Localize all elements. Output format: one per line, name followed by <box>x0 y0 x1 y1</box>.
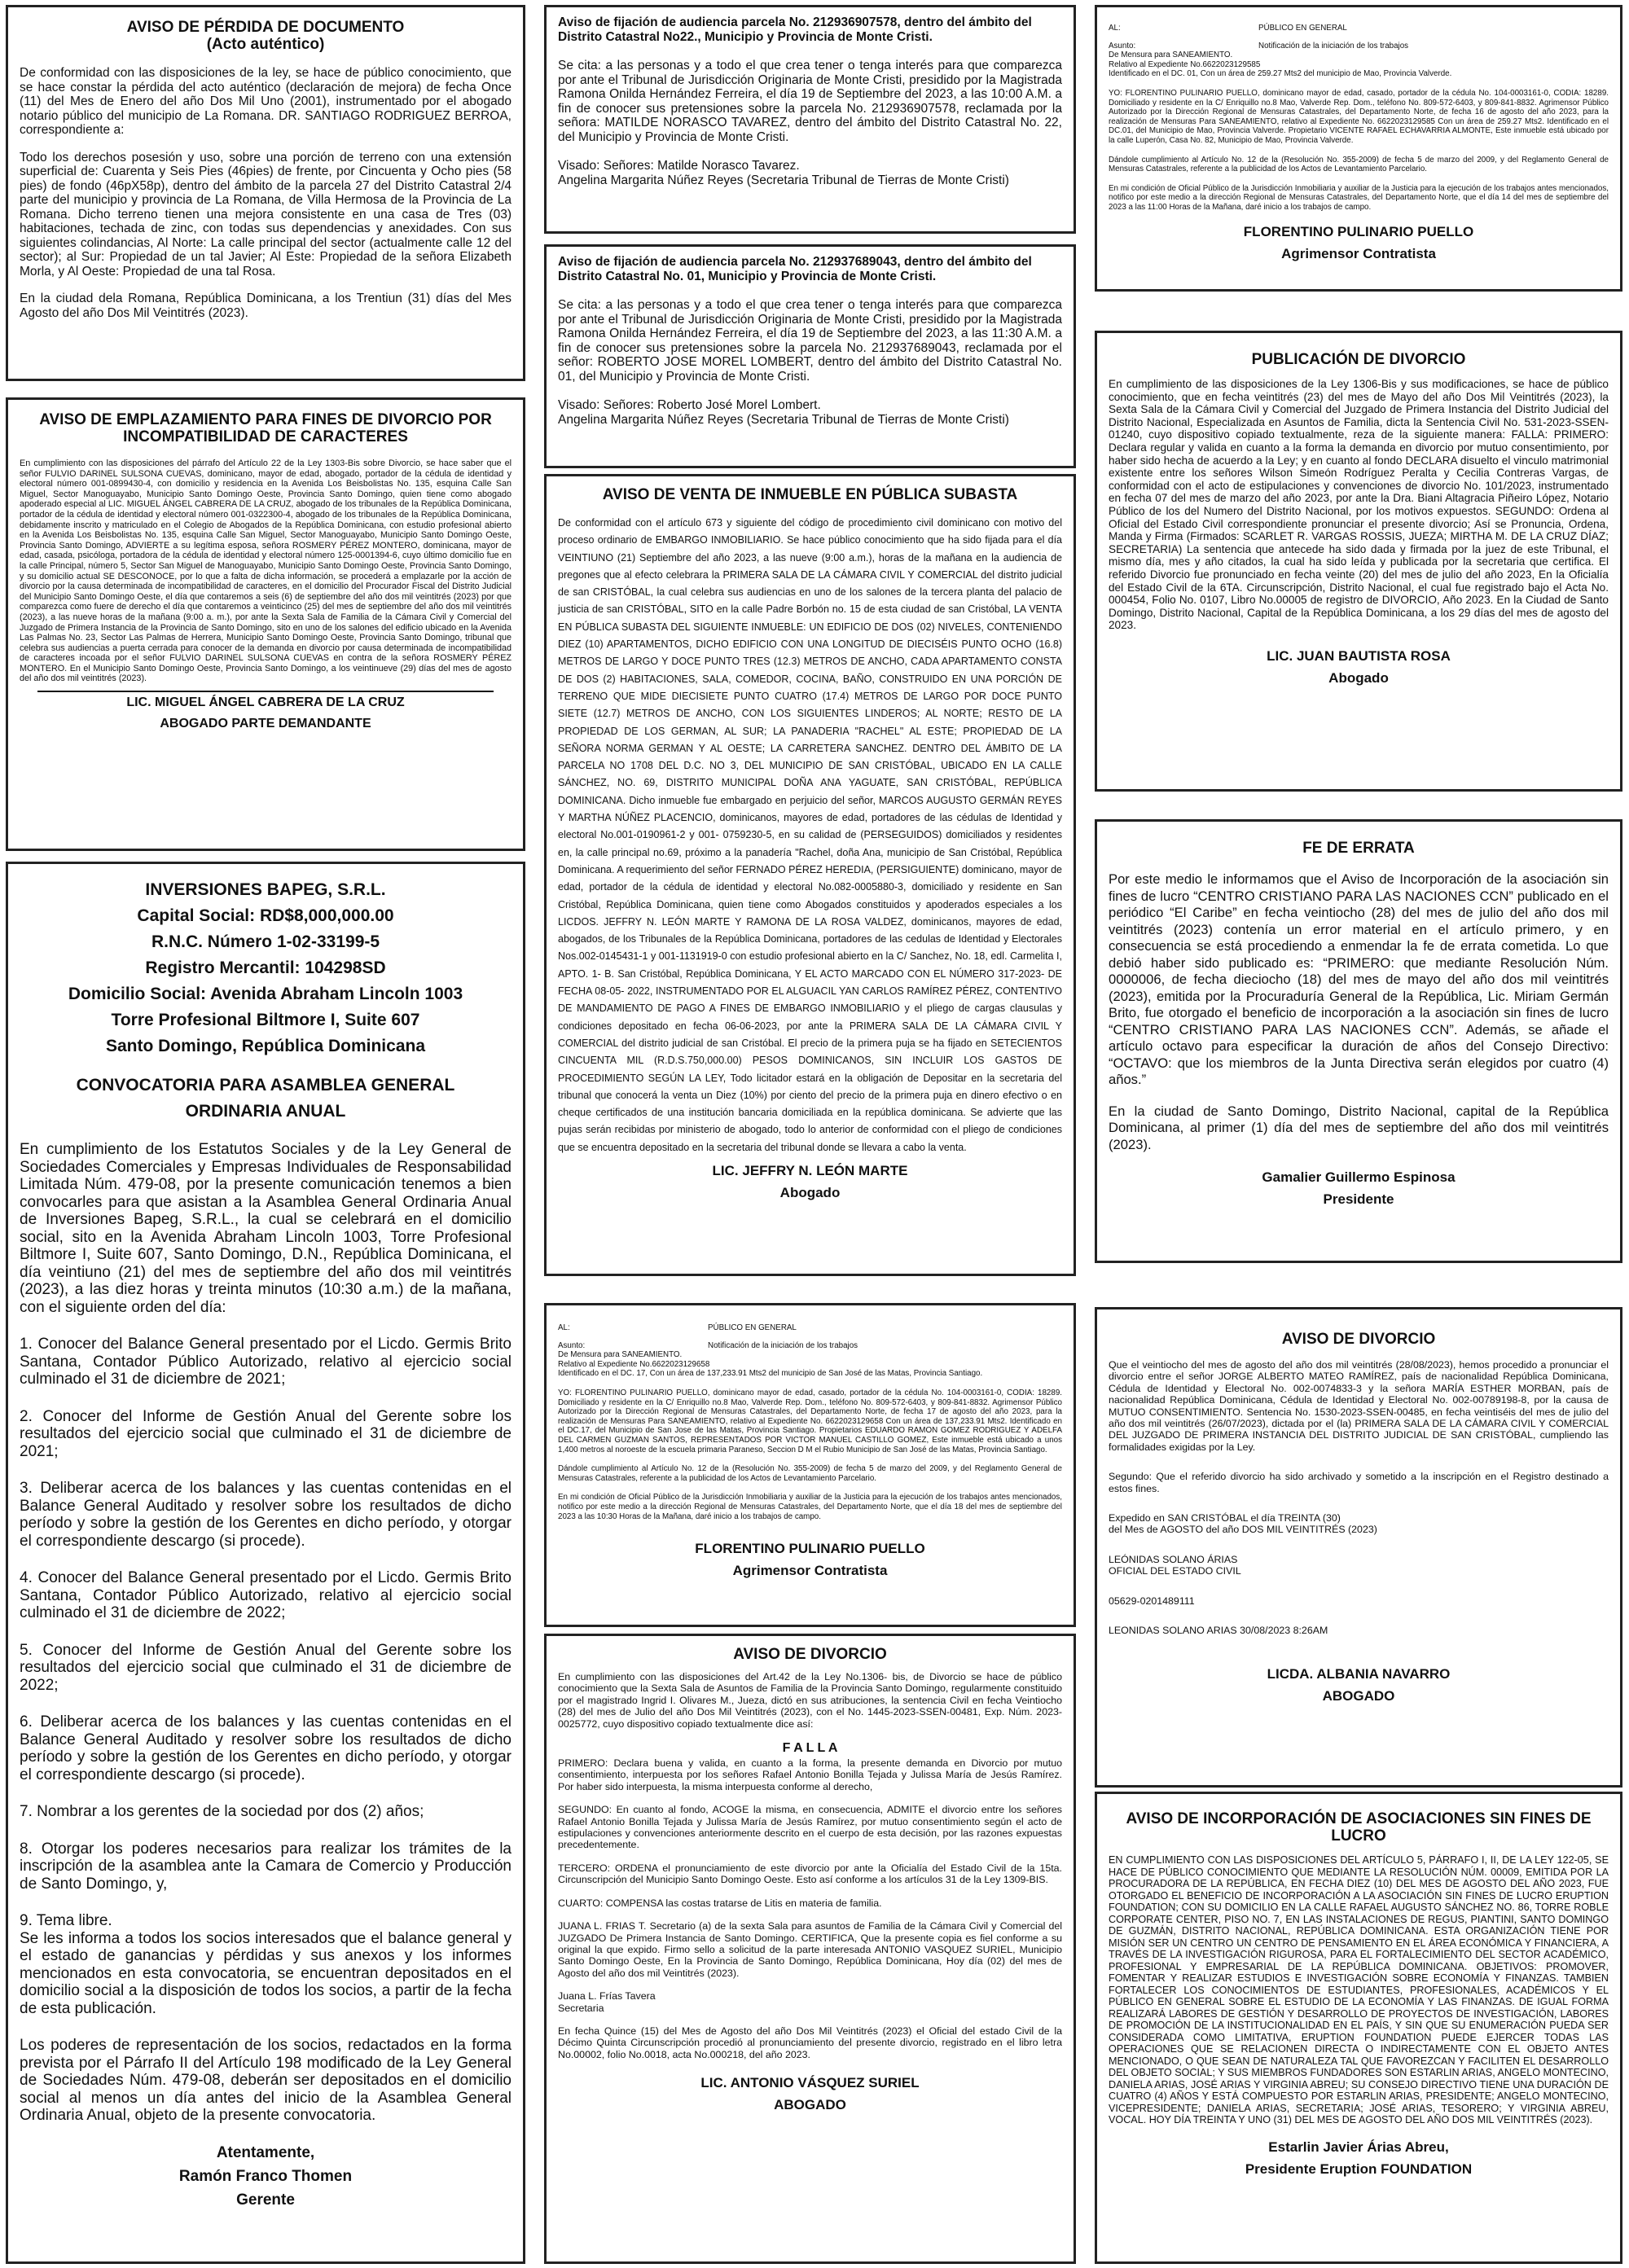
notice-paragraph: En mi condición de Oficial Público de la Jurisdicción Inmobiliaria y auxiliar de la Justicia para la ejecución de los trabajos antes mencionados, notifico por este medio a la dirección Regional de Mensuras Catastrales, del Departamento Norte, que el día 14 del mes de septiembre del 2023 a las 11:00 Horas de la Mañana, daré inicio a los trabajos de campo. <box>1109 183 1609 212</box>
signature-role: ABOGADO <box>1322 1687 1395 1704</box>
company-address: Domicilio Social: Avenida Abraham Lincoln 1003 <box>68 985 463 1003</box>
notice-paragraph: YO: FLORENTINO PULINARIO PUELLO, dominicano mayor de edad, casado, portador de la cédula No. 104-0003161-0, CODIA: 18289. Domiciliado y residente en la C/ Enriquillo no.8 Mao, Valverde Rep. Dom., teléfono No. 809-572-6403, y 809-841-8832. Agrimensor Público Autorizado por la Dirección Regional de Mensuras Catastrales, del Departamento Norte, de fecha 17 de agosto del año 2023, para la realización de Mensuras Para SANEAMIENTO, relativo al Expediente No. 6622023129658 Con un área de 137,233.91 Mts2. Identificado en el DC.17, del Municipio de San Jose de las Matas, Provincia Santiago. Propietarios EDUARDO RAMON GOMEZ RODRIGUEZ Y ADELFA DEL CARMEN GUZMAN SANTOS, REPRESENTADOS POR VICTOR MANUEL CASTILLO GOMEZ, Este inmueble está ubicado a unos 1,400 metros al noroeste de la escuela primaria Paraneso, Seccion D M el Rubio Municipio de San José de las Matas, Provincia Santiago. <box>558 1388 1062 1454</box>
signature-role: Gerente <box>236 2191 295 2209</box>
notice-paragraph: En cumplimiento con las disposiciones del Art.42 de la Ley No.1306- bis, de Divorcio se hace de público conocimiento que la Sexta Sala de Asuntos de Familia de la Provincia Santo Domingo, regularmente constituido por el magistrado Ingrid I. Olivares M., Jueza, dictó en sus atribuciones, la sentencia Civil en fecha Veintiocho (28) del mes de Julio del año Dos Mil Veintitrés (2023), con el No. 1445-2023-SSEN-00481, Exp. Núm. 2023-0025772, cuyo dispositivo copiado textualmente dice así: <box>558 1671 1062 1730</box>
signature-role: Abogado <box>779 1184 841 1200</box>
agenda-item: 5. Conocer del Informe de Gestión Anual del Gerente sobre los resultados del ejercicio social que culminado el 31 de diciembre de 2022; <box>20 1641 512 1694</box>
notice-divorce-sexta-sala <box>544 1634 1076 2264</box>
company-capital: Capital Social: RD$8,000,000.00 <box>137 906 394 925</box>
notice-visado: Visado: Señores: Matilde Norasco Tavarez. Angelina Margarita Núñez Reyes (Secretaria Tribunal de Tierras de Monte Cristi) <box>558 159 1009 187</box>
notice-lines: De Mensura para SANEAMIENTO. Relativo al Expediente No.6622023129585 Identificado en el DC. 01, Con un área de 259.27 Mts2 del municipio de Mao, Provincia Valverde. <box>1109 50 1452 79</box>
signature-role: Presidente <box>1323 1191 1394 1207</box>
agenda-item: 7. Nombrar a los gerentes de la sociedad por dos (2) años; <box>20 1803 424 1820</box>
notice-body: En cumplimiento con las disposiciones del párrafo del Artículo 22 de la Ley 1303-Bis sobre Divorcio, se hace saber que el señor FULVIO DARINEL SULSONA CUEVAS, dominicano, mayor de edad, abogado, portador de la cédula de identidad y electoral número 001-0899430-4, con domicilio y residencia en la Avenida Los Beisbolistas No. 135, esquina Calle San Miguel, Sector Manoguayabo, Municipio Santo Domingo Oeste, Provincia Santo Domingo, quien tiene como abogado apoderado especial al LIC. MIGUEL ÁNGEL CABRERA DE LA CRUZ, abogado de los tribunales de la República Dominicana, portador de la cédula de identidad y electoral número 001-0322300-4, abogado de los tribunales de la República Dominicana, debidamente inscrito y matriculado en el Colegio de Abogados de la República Dominicana, con estudio profesional abierto en la Avenida Los Beisbolistas No. 135, esquina Calle San Miguel, Sector Manoguayabo, Municipio Santo Domingo Oeste, Provincia Santo Domingo, ADVIERTE a su legítima esposa, señora ROSMERY PÉREZ MONTERO, dominicana, mayor de edad, casada, psicóloga, portadora de la cédula de identidad y electoral número 125-0001394-6, cuyo último domicilio fue en la calle Principal, número 5, Sector San Miguel de Manoguayabo, Municipio Santo Domingo Oeste, Provincia Santo Domingo, y su domicilio actual SE DESCONOCE, por lo que a falta de dicha información, se procederá a emplazarle por la acción de divorcio por la causa determinada de incompatibilidad de caracteres, en el domicilio del Procurador Fiscal del Distrito Judicial del Municipio Santo Domingo Oeste, el día que contaremos a seis (6) de septiembre del año dos mil veintitrés (2023) por que comparezca como fuere de derecho el día que contaremos a veinticinco (25) del mes de septiembre del año dos mil veintitrés (2023), a las nueve horas de la mañana (9:00 a. m.), por ante la Sexta Sala de Familia de la Cámara Civil y Comercial del Juzgado de Primera Instancia de la Provincia de Santo Domingo, sito en uno de los salones del edificio ubicado en la Avenida Las Palmas No. 23, Sector Las Palmas de Herrera, Municipio Santo Domingo Oeste, Provincia Santo Domingo, tribunal que celebra sus audiencias a puerta cerrada para conocer de la demanda en divorcio por causa determinada de incompatibilidad de caracteres incoada por el señor FULVIO DARINEL SULSONA CUEVAS en contra de la señora ROSMERY PÉREZ MONTERO. En el Municipio Santo Domingo Oeste, Provincia Santo Domingo, a los veintinueve (29) días del mes de agosto del año dos mil veintitrés (2023). <box>20 458 512 684</box>
convocation-intro: En cumplimiento de los Estatutos Sociales y de la Ley General de Sociedades Comerciales y Empresas Individuales de Responsabilidad Limitada Núm. 479-08, por la presente comunicación tenemos a bien convocarles para que asistan a la Asamblea General Ordinaria Anual de Inversiones Bapeg, S.R.L., la cual se celebrará en el domicilio social, sito en la Avenida Abraham Lincoln 1003, Torre Profesional Biltmore I, Suite 607, Santo Domingo, D.N., República Dominicana, el día veintiuno (21) del mes de septiembre del año dos mil veintitrés (2023), a las diez horas y treinta minutos (10:30 a.m.) de la mañana, con el siguiente orden del día: <box>20 1141 512 1316</box>
notice-body: En cumplimiento de las disposiciones de la Ley 1306-Bis y sus modificaciones, se hace de público conocimiento, que en fecha veintitrés (23) del mes de Mayo del año Dos Mil Veintitrés (2023), la Sexta Sala de la Cámara Civil y Comercial del Juzgado de Primera Instancia del Distrito Judicial del Distrito Nacional, Especializada en Asuntos de Familia, dicta la Sentencia Civil No. 531-2023-SSEN-01240, cuyo dispositivo copiado textualmente, reza de la siguiente manera: FALLA: PRIMERO: Declara regular y valida en cuanto a la forma la demanda en divorcio por mutuo consentimiento, por haber sido hecha de acuerdo a la Ley; y en cuanto al fondo DECLARA disuelto el vinculo matrimonial existente entre los señores Wilson Simeón Rodríguez Peralta y Cecilia Contreras Vargas, de conformidad con el acto de estipulaciones y convenciones de divorcio No. 101/2023, instrumentado en fecha 07 del mes de marzo del año 2023, por ante la Dra. Biani Altagracia Piñeiro López, Notario Público de los del Numero del Distrito Nacional, por los motivos expuestos. SEGUNDO: Ordena al Oficial del Estado Civil correspondiente pronunciar el presente divorcio; Así se Pronuncia, Ordena, Manda y Firma (Firmados: SCARLET R. VARGAS ROSSIS, JUEZA; MIRTHA M. DE LA CRUZ DÍAZ; SECRETARIA) La sentencia que antecede ha sido dada y firmada por la juez de este Tribunal, el mismo día, mes y año citados, la cual ha sido leída y publicada por la secretaria que certifica. El referido Divorcio fue pronunciado en fecha veinte (20) del mes de julio del año 2023, En la Oficialía del Estado Civil de la 6TA. Circunscripción, Distrito Nacional, el cual fue registrado bajo el Acta No. 000454, Folio No. 0107, Libro No.00005 de registro de DIVORCIO, Año 2023. En la Ciudad de Santo Domingo, Distrito Nacional, Capital de la República Dominicana, a los 29 días del mes de agosto del 2023. <box>1109 378 1609 632</box>
signature-role: Presidente Eruption FOUNDATION <box>1245 2161 1473 2177</box>
notice-paragraph: Se cita: a las personas y a todo el que crea tener o tenga interés para que comparezca por ante el Tribunal de Jurisdicción Originaria de Monte Cristi, presidido por la Magistrada Ramona Onilda Hernández Ferreira, el día 19 de Septiembre del 2023, a las 10:00 A.M. a fin de conocer sus pretensiones sobre la parcela No. 212936907578, reclamada por la señora: MATILDE NORASCO TAVAREZ, dentro del ámbito del Distrito Catastral No. 22, del Municipio y Provincia de Monte Cristi. <box>558 59 1062 144</box>
agenda-item: 1. Conocer del Balance General presentado por el Licdo. Germis Brito Santana, Contador Público Autorizado, relativo al ejercicio social culminado el 31 de diciembre de 2021; <box>20 1336 512 1388</box>
field-label: Asunto: <box>558 1340 586 1350</box>
field-value: PÚBLICO EN GENERAL <box>1258 24 1347 33</box>
signature-name: Ramón Franco Thomen <box>178 2167 353 2185</box>
agenda-item: 9. Tema libre. <box>20 1912 112 1929</box>
notice-survey-work-2 <box>1095 5 1622 292</box>
signature-line <box>37 691 494 692</box>
notice-errata <box>1095 819 1622 1263</box>
notice-lost-document <box>6 5 525 381</box>
company-rnc: R.N.C. Número 1-02-33199-5 <box>151 932 380 951</box>
notice-public-auction <box>544 474 1076 1276</box>
notice-code: 05629-0201489111 <box>1109 1595 1195 1607</box>
notice-body: EN CUMPLIMIENTO CON LAS DISPOSICIONES DEL ARTÍCULO 5, PÁRRAFO I, II, DE LA LEY 122-05, SE HACE DE PÚBLICO CONOCIMIENTO QUE MEDIANTE LA RESOLUCIÓN NÚM. 00009, EMITIDA POR LA PROCURADORA DE LA REPÚBLICA, EN FECHA DIEZ (10) DEL MES DE AGOSTO DEL AÑO 2023, FUE OTORGADO EL BENEFICIO DE INCORPORACIÓN A LA ASOCIACIÓN SIN FINES DE LUCRO ERUPTION FOUNDATION; CON SU DOMICILIO EN LA CALLE RAFAEL AUGUSTO SÁNCHEZ NO. 86, TORRE ROBLE CORPORATE CENTER, PISO NO. 7, EN LAS INSTALACIONES DE REGUS, PIANTINI, SANTO DOMINGO DE GUZMÁN, DISTRITO NACIONAL, REPÚBLICA DOMINICANA. ESTA ORGANIZACIÓN TIENE POR MISIÓN SER UN CENTRO UN CENTRO DE PENSAMIENTO EN EL ÁREA ECONÓMICA Y FINANCIERA, A TRAVÉS DE LA INVESTIGACIÓN RIGUROSA, PARA EL FORTALECIMIENTO DEL SECTOR ACADÉMICO, PROFESIONAL Y EMPRESARIAL DE LA REPÚBLICA DOMINICANA. OBJETIVOS: PROMOVER, FOMENTAR Y REALIZAR ESTUDIOS E INVESTIGACIÓN SOBRE ECONOMÍA Y FINANZAS. TAMBIEN FORTALECER LOS CONOCIMIENTOS DE ESTUDIANTES, PROFESIONALES, ACADÉMICOS Y EL PÚBLICO EN GENERAL SOBRE EL ESTUDIO DE LA ECONOMÍA Y LAS FINANZAS. DE IGUAL FORMA REALIZARÁ LABORES DE GESTIÓN Y DESARROLLO DE PROYECTOS DE INVESTIGACIÓN, LABORES DE PROMOCIÓN DE LA INSTITUCIONALIDAD EN EL PAÍS, Y SIN QUE SU ENUMERACIÓN PUEDA SER CONSIDERADA COMO LIMITATIVA, ERUPTION FOUNDATION PUEDE EJERCER TODAS LAS OPERACIONES QUE SE RELACIONEN DIRECTA O INDIRECTAMENTE CON EL OBJETO ANTES MENCIONADO, O QUE SEAN DE NATURALEZA TAL QUE FAVOREZCAN Y FACILITEN EL DESARROLLO DEL OBJETO SOCIAL; Y SUS MIEMBROS FUNDADORES SON ESTARLIN ARIAS, ANGELO MONTECINO, DANIELA ARIAS, JOSÉ ARIAS Y VIRGINIA ABREU; SU CONSEJO DIRECTIVO TIENE UNA DURACIÓN DE CUATRO (4) AÑOS Y ESTÁ COMPUESTO POR ESTARLIN ARIAS, PRESIDENTE; ANGELO MONTECINO, VICEPRESIDENTE; DANIELA ARIAS, SECRETARIA; JOSÉ ARIAS, TESORERO; Y VIRGINIA ABREU, VOCAL. HOY DÍA TREINTA Y UNO (31) DEL MES DE AGOSTO DEL AÑO DOS MIL VEINTITRÉS (2023). <box>1109 1854 1609 2125</box>
notice-title: AVISO DE DIVORCIO <box>1281 1331 1436 1348</box>
falla-heading: F A L L A <box>782 1741 838 1756</box>
notice-paragraph: Dándole cumplimiento al Artículo No. 12 de la (Resolución No. 355-2009) de fecha 5 de marzo del 2009, y del Reglamento General de Mensuras Catastrales, referente a la publicidad de los Actos de Levantamiento Parcelario. <box>1109 155 1609 174</box>
notice-title: AVISO DE PÉRDIDA DE DOCUMENTO <box>126 19 405 36</box>
signature-name: FLORENTINO PULINARIO PUELLO <box>1243 223 1474 239</box>
convocation-info: Se les informa a todos los socios interesados que el balance general y el estado de ganancias y pérdidas y sus anexos y los informes mencionados en esta convocatoria, se encuentran depositados en el domicilio social a la disposición de todos los socios, a partir de la fecha de esta publicación. <box>20 1929 512 2017</box>
agenda-item: 4. Conocer del Balance General presentado por el Licdo. Germis Brito Santana, Contador Público Autorizado, relativo al ejercicio social culminado el 31 de diciembre de 2022; <box>20 1569 512 1621</box>
notice-paragraph: SEGUNDO: En cuanto al fondo, ACOGE la misma, en consecuencia, ADMITE el divorcio entre los señores Rafael Antonio Bonilla Tejada y Julissa María de Jesús Ramírez, por mutuo consentimiento según el acto de estipulaciones y convenciones anteriormente descrito en el cuerpo de esta decisión, por las razones expuestas precedentemente. <box>558 1804 1062 1851</box>
signature-role: Agrimensor Contratista <box>1281 245 1436 261</box>
notice-paragraph: En fecha Quince (15) del Mes de Agosto del año Dos Mil Veintitrés (2023) el Oficial del estado Civil de la Décimo Quinta Circunscripción procedió al pronunciamiento del presente divorcio, registrado en el libro letra No.00002, folio No.0018, acta No.000218, del año 2023. <box>558 2025 1062 2060</box>
notice-subtitle: (Acto auténtico) <box>206 36 325 53</box>
signature-role: ABOGADO <box>774 2097 846 2113</box>
notice-paragraph: Dándole cumplimiento al Artículo No. 12 de la (Resolución No. 355-2009) de fecha 5 de marzo del 2009, y del Reglamento General de Mensuras Catastrales, referente a la publicidad de los Actos de Levantamiento Parcelario. <box>558 1464 1062 1483</box>
signature-name: LICDA. ALBANIA NAVARRO <box>1267 1665 1451 1682</box>
notice-title: PUBLICACIÓN DE DIVORCIO <box>1251 351 1466 368</box>
notice-paragraph: CUARTO: COMPENSA las costas tratarse de Litis en materia de familia. <box>558 1897 882 1909</box>
notice-paragraph: YO: FLORENTINO PULINARIO PUELLO, dominicano mayor de edad, casado, portador de la cédula No. 104-0003161-0, CODIA: 18289. Domiciliado y residente en la C/ Enriquillo no.8 Mao, Valverde Rep. Dom., teléfono No. 809-572-6403, y 809-841-8832. Agrimensor Público Autorizado por la Dirección Regional de Mensuras Catastrales, del Departamento Norte, de fecha 16 de agosto del año 2023, para la realización de Mensuras Para SANEAMIENTO, relativo al Expediente No. 6622023129585 Con un área de 259.27 Mts2. Identificado en el DC.01, del Municipio de Mao, Provincia Valverde. Propietario VICENTE RAFAEL ECHAVARRIA ALMONTE, Este inmueble está ubicado por la calle Luperón, Casa No. 82, Municipio de Mao, Provincia Valverde. <box>1109 88 1609 145</box>
notice-paragraph: Todo los derechos posesión y uso, sobre una porción de terreno con una extensión superficial de: Cuarenta y Seis Pies (46pies) de frente, por Cincuenta y Ocho pies (58 pies) de fondo (46pX58p), dentro del ámbito de la parcela 27 del Distrito Catastral 2/4 parte del municipio y provincia de La Romana, de Villa Hermosa de la Provincia de La Romana. Dicho terreno tienen una mejora consistente en una casa de Tres (03) habitaciones, techada de zinc, con todas sus dependencias y anexidades. Con sus siguientes colindancias, Al Norte: La calle principal del sector (actualmente calle 12 del sector); al Sur: Propiedad de un tal Javier; Al Este: Propiedad de la señora Elizabeth Morla, y Al Oeste: Propiedad de una tal Rosa. <box>20 150 512 279</box>
notice-paragraph: En la ciudad dela Romana, República Dominicana, a los Trentiun (31) días del Mes Agosto del año Dos Mil Veintitrés (2023). <box>20 292 512 320</box>
notice-title: Aviso de fijación de audiencia parcela No. 212937689043, dentro del ámbito del Distrito Catastral No. 01, Municipio y Provincia de Monte Cristi. <box>558 255 1032 283</box>
notice-title: AVISO DE DIVORCIO <box>733 1646 887 1663</box>
signature-name: Gamalier Guillermo Espinosa <box>1262 1169 1456 1185</box>
notice-title: AVISO DE INCORPORACIÓN DE ASOCIACIONES SIN FINES DE LUCRO <box>1126 1810 1592 1845</box>
notice-officer: LEÓNIDAS SOLANO ÁRIAS OFICIAL DEL ESTADO CIVIL <box>1109 1553 1241 1577</box>
notice-divorce-san-cristobal <box>1095 1307 1622 1788</box>
notice-paragraph: En la ciudad de Santo Domingo, Distrito Nacional, capital de la República Dominicana, al primer (1) día del mes de septiembre del año dos mil veintitrés (2023). <box>1109 1103 1609 1152</box>
agenda-item: 8. Otorgar los poderes necesarios para realizar los trámites de la inscripción de la asamblea ante la Camara de Comercio y Producción de Santo Domingo, y, <box>20 1840 512 1893</box>
notice-paragraph: Que el veintiocho del mes de agosto del año dos mil veintitrés (28/08/2023), hemos procedido a pronunciar el divorcio entre el señor JORGE ALBERTO MATEO RAMÍREZ, país de nacionalidad República Dominicana, Cédula de Identidad y Electoral No. 002-0074833-3 y la señora MARÍA ESTHER MORBAN, país de nacionalidad República Dominicana, Cédula de Identidad y Electoral No. 002-00789198-8, por la causa de MUTUO CONSENTIMIENTO. Sentencia No. 1530-2023-SSEN-00485, en fecha veintiséis del mes de julio del año dos mil veintitrés (26/07/2023), dictada por el (la) PRIMERA SALA DE LA CÁMARA CIVIL Y COMERCIAL DEL JUZGADO DE PRIMERA INSTANCIA DEL DISTRITO JUDICIAL DE SAN CRISTÓBAL, cumpliendo las formalidades exigidas por la Ley. <box>1109 1359 1609 1453</box>
notice-divorce-summons <box>6 397 525 851</box>
notice-paragraph: JUANA L. FRIAS T. Secretario (a) de la sexta Sala para asuntos de Familia de la Cámara Civil y Comercial del JUZGADO De Primera Instancia de Santo Domingo. CERTIFICA, Que la presente copia es fiel conforme a su original la que expido. Firmo sello a solicitud de la parte interesada ANTONIO VASQUEZ SURIEL, Municipio Santo Domingo Oeste, En la Provincia de Santo Domingo, República Dominicana, Hoy día (02) del mes de Agosto del año dos mil Veintitrés (2023). <box>558 1920 1062 1979</box>
notice-nonprofit-incorporation <box>1095 1792 1622 2264</box>
notice-body: De conformidad con el artículo 673 y siguiente del código de procedimiento civil dominicano con motivo del proceso ordinario de EMBARGO INMOBILIARIO. Se hace público conocimiento que ha sido fijada para el día VEINTIUNO (21) Septiembre del año 2023, a las nueve (9:00 a.m.), horas de la mañana en la audiencia de pregones que al efecto celebrara la PRIMERA SALA DE LA CÁMARA CIVIL Y COMERCIAL del distrito judicial de san CRISTÓBAL, la cual celebra sus audiencias en uno de los salones de la tercera planta del palacio de justicia de san CRISTÓBAL, SITO en la calle Padre Borbón no. 15 de esta ciudad de san Cristóbal, LA VENTA EN PÚBLICA SUBASTA DEL SIGUIENTE INMUEBLE: UN EDIFICIO DE DOS (02) NIVELES, CONTENIENDO DIEZ (10) APARTAMENTOS, DICHO EDIFICIO CON UNA LONGITUD DE DIECISÉIS PUNTO OCHO (16.8) METROS DE LARGO Y DOCE PUNTO TRES (12.3) METROS DE ANCHO, CADA APARTAMENTO CONSTA DE DOS (2) HABITACIONES, SALA, COMEDOR, COCINA, BAÑO, CONSTRUIDO EN UNA PORCIÓN DE TERRENO QUE MIDE DIECISIETE PUNTO CUATRO (17.4) METROS DE LARGO POR DOCE PUNTO SIETE (12.7) METROS DE ANCHO, CON LOS SIGUIENTES LINDEROS; AL NORTE; RESTO DE LA PROPIEDAD DE LOS GERMAN, AL SUR; LA PANADERIA "RACHEL" AL ESTE; PROPIEDAD DE LA SEÑORA NORMA GERMAN Y AL OESTE; LA CARRETERA SANCHEZ. DENTRO DEL ÁMBITO DE LA PARCELA NO 1708 DEL D.C. NO 3, DEL MUNICIPIO DE SAN CRISTÓBAL, UBICADO EN LA CALLE SÁNCHEZ, NO. 69, DISTRITO MUNICIPAL DOÑA ANA YAGUATE, SAN CRISTÓBAL, REPÚBLICA DOMINICANA. Dicho inmueble fue embargado en perjuicio del señor, MARCOS AUGUSTO GERMÁN REYES Y MARTHA NÚÑEZ PLACENCIO, dominicanos, mayores de edad, portadores de las cédulas de Identidad y electoral No.001-0190961-2 y 001- 0759230-5, en su calidad de (PERSEGUIDOS) domiciliados y residentes en, la calle principal no.69, próximo a la panadería "Rachel, doña Ana, municipio de San Cristóbal, República Dominicana. A requerimiento del señor FERNADO PÉREZ HEREDIA, (PERSIGUIENTE) dominicano, mayor de edad, portador de la cédula de identidad y electoral No.082-0005880-3, domiciliado y residente en San Cristóbal, República Dominicana, quien tiene como Abogados constituidos y apoderados especiales a los LICDOS. JEFFRY N. LEÓN MARTE Y RAMONA DE LA ROSA VALDEZ, dominicanos, mayores de edad, abogados, de los Tribunales de la República Dominicana, portadores de las cedulas de Identidad y Electorales Nos.002-0145431-1 y 001-1131919-0 con estudio profesional abierto en la C/ Sanchez, No. 18, edl. Carmelita I, APTO. 1- B. San Cristóbal, República Dominicana, Y EL ACTO MARCADO CON EL NÚMERO 317-2023- DE FECHA 08-05- 2022, INSTRUMENTADO POR EL ALGUACIL YAN CARLOS RAMÍREZ PÉREZ, CONTENTIVO DE MANDAMIENTO DE PAGO A FINES DE EMBARGO INMOBILIARIO y el pliego de cargas clausulas y condiciones depositado en fecha 06-06-2023, por ante la PRIMERA SALA DE LA CÁMARA CIVIL Y COMERCIAL del distrito judicial de san Cristóbal. El precio de la primera puja se ha fijado en SETECIENTOS CINCUENTA MIL (R.D.S.750,000.00) PESOS DOMINICANOS, SIN INCLUIR LOS GASTOS DE PROCEDIMIENTO SEGÚN LA LEY, Todo licitador estará en la obligación de Depositar en la secretaria del tribunal que conocerá la venta un Diez (10%) por ciento del precio de la primera puja en dinero efectivo o en cheque certificados de una institución bancaria domiciliada en la república dominicana. Se advierte que las pujas serán recibidas por ministerio de abogado, todo lo anterior de conformidad con el pliego de condiciones que se encuentra depositado en la secretaria del tribunal donde se llevara a cabo la venta. <box>558 517 1062 1153</box>
field-label: Asunto: <box>1109 41 1136 50</box>
signature-role: Agrimensor Contratista <box>732 1563 888 1579</box>
notice-paragraph: Se cita: a las personas y a todo el que crea tener o tenga interés para que comparezca por ante el Tribunal de Jurisdicción Originaria de Monte Cristi, presidido por la Magistrada Ramona Onilda Hernández Ferreira, el día 19 de Septiembre del 2023, a las 11:30 A.M. a fin de conocer sus pretensiones sobre la parcela No. 212937689043, reclamada por el señor: ROBERTO JOSE MOREL LOMBERT, dentro del ámbito del Distrito Catastral No. 01, del Municipio y Provincia de Monte Cristi. <box>558 298 1062 384</box>
notice-paragraph: De conformidad con las disposiciones de la ley, se hace de público conocimiento, que se hace constar la pérdida del acto auténtico (declaración de mejora) de fecha Once (11) del Mes de Enero del año Dos Mil Uno (2001), instrumentado por el abogado notario público del municipio de La Romana. DR. SANTIAGO RODRIGUEZ BERROA, correspondiente a: <box>20 66 512 137</box>
convocation-proxies: Los poderes de representación de los socios, redactados en la forma prevista por el Párrafo II del Artículo 198 modificado de la Ley General de Sociedades Núm. 479-08, deberán ser depositados en el domicilio social al menos un día antes del inicio de la Asamblea General Ordinaria Anual, objeto de la presente convocatoria. <box>20 2037 512 2124</box>
agenda-item: 3. Deliberar acerca de los balances y las cuentas contenidas en el Balance General Auditado y resolver sobre los resultados de dicho período y sobre la gestión de los Gerentes en dicho período, y otorgar el correspondiente descargo (si procede). <box>20 1480 512 1550</box>
notice-assembly-convocation <box>6 862 525 2264</box>
company-address: Santo Domingo, República Dominicana <box>105 1037 426 1055</box>
convocation-title: ORDINARIA ANUAL <box>185 1102 346 1121</box>
notice-survey-work-1 <box>544 1303 1076 1627</box>
notice-visado: Visado: Señores: Roberto José Morel Lombert. Angelina Margarita Núñez Reyes (Secretaria Tribunal de Tierras de Monte Cristi) <box>558 398 1009 427</box>
notice-title: Aviso de fijación de audiencia parcela No. 212936907578, dentro del ámbito del Distrito Catastral No22., Municipio y Provincia de Monte Cristi. <box>558 15 1032 44</box>
notice-title: FE DE ERRATA <box>1302 840 1415 857</box>
agenda-item: 2. Conocer del Informe de Gestión Anual del Gerente sobre los resultados del ejercicio social que culminado el 31 de diciembre de 2021; <box>20 1407 512 1460</box>
field-value: Notificación de la iniciación de los trabajos <box>1258 41 1409 50</box>
company-registry: Registro Mercantil: 104298SD <box>145 959 386 977</box>
notice-divorce-publication <box>1095 331 1622 792</box>
signature-name: Estarlin Javier Árias Abreu, <box>1268 2139 1449 2155</box>
signature-name: LIC. JEFFRY N. LEÓN MARTE <box>712 1162 908 1178</box>
field-value: Notificación de la iniciación de los trabajos <box>708 1340 858 1350</box>
notice-hearing-parcel-2 <box>544 244 1076 468</box>
notice-title: AVISO DE EMPLAZAMIENTO PARA FINES DE DIVORCIO POR INCOMPATIBILIDAD DE CARACTERES <box>39 411 492 445</box>
notice-lines: De Mensura para SANEAMIENTO. Relativo al Expediente No.6622023129658 Identificado en el DC. 17, Con un área de 137,233.91 Mts2 del municipio de San José de las Matas, Provincia Santiago. <box>558 1350 983 1379</box>
notice-secretary: Juana L. Frías Tavera Secretaria <box>558 1990 656 2014</box>
field-label: AL: <box>558 1323 570 1332</box>
signature-name: LIC. MIGUEL ÁNGEL CABRERA DE LA CRUZ <box>126 695 405 710</box>
notice-paragraph: Por este medio le informamos que el Aviso de Incorporación de la asociación sin fines de lucro “CENTRO CRISTIANO PARA LAS NACIONES CCN” publicado en el periódico “El Caribe” en fecha veintiocho (28) del mes de julio del año dos mil veintitrés (2023) contenía un error material en el artículo primero, y en consecuencia se está procediendo a enmendar la fe de errata cometida. Lo que debió haber sido publicado es: “PRIMERO: que mediante Resolución Núm. 0000006, de fecha dieciocho (18) del mes de mayo del año dos mil veintitrés (2023), emitida por la Procuraduría General de la República, Lic. Miriam Germán Brito, fue otorgado el beneficio de incorporación a la asociación sin fines de lucro “CENTRO CRISTIANO PARA LAS NACIONES CCN”. Además, se añade el artículo octavo para especificar la duración de años del Consejo Directivo: “OCTAVO: que los miembros de la Junta Directiva serán elegidos por cuatro (4) años.” <box>1109 871 1609 1087</box>
signature-role: ABOGADO PARTE DEMANDANTE <box>160 717 371 731</box>
notice-paragraph: Segundo: Que el referido divorcio ha sido archivado y sometido a la inscripción en el Registro destinado a estos fines. <box>1109 1471 1609 1494</box>
signature-name: FLORENTINO PULINARIO PUELLO <box>695 1541 925 1557</box>
field-value: PÚBLICO EN GENERAL <box>708 1323 797 1332</box>
signature-name: LIC. JUAN BAUTISTA ROSA <box>1267 647 1451 664</box>
signature-closing: Atentamente, <box>216 2143 315 2161</box>
agenda-item: 6. Deliberar acerca de los balances y las cuentas contenidas en el Balance General Auditado y resolver sobre los resultados de dicho período y sobre la gestión de los Gerentes en dicho período, y otorgar el correspondiente descargo (si procede). <box>20 1713 512 1783</box>
notice-title: AVISO DE VENTA DE INMUEBLE EN PÚBLICA SUBASTA <box>602 486 1018 503</box>
notice-issued: Expedido en SAN CRISTÓBAL el día TREINTA (30) del Mes de AGOSTO del año DOS MIL VEINTITRÉS (2023) <box>1109 1512 1377 1536</box>
notice-hearing-parcel-1 <box>544 5 1076 234</box>
notice-stamp: LEONIDAS SOLANO ARIAS 30/08/2023 8:26AM <box>1109 1625 1328 1637</box>
company-name: INVERSIONES BAPEG, S.R.L. <box>145 880 386 899</box>
signature-role: Abogado <box>1328 669 1389 686</box>
notice-paragraph: PRIMERO: Declara buena y valida, en cuanto a la forma, la presente demanda en Divorcio por mutuo consentimiento, interpuesta por los señores Rafael Antonio Bonilla Tejada y Julissa María de Jesús Ramírez. Por haber sido interpuesta, la misma interpuesta conforme al derecho, <box>558 1757 1062 1792</box>
field-label: AL: <box>1109 24 1121 33</box>
notice-paragraph: TERCERO: ORDENA el pronunciamiento de este divorcio por ante la Oficialía del Estado Civil de la 15ta. Circunscripción del Municipio Santo Domingo Oeste. Esto así conforme a los artículos 31 de la Ley 1309-BIS. <box>558 1862 1062 1886</box>
company-address: Torre Profesional Biltmore I, Suite 607 <box>111 1011 420 1029</box>
notice-paragraph: En mi condición de Oficial Público de la Jurisdicción Inmobiliaria y auxiliar de la Justicia para la ejecución de los trabajos antes mencionados, notifico por este medio a la dirección Regional de Mensuras Catastrales, del Departamento Norte, que el día 18 del mes de septiembre del 2023 a las 10:30 Horas de la Mañana, daré inicio a los trabajos de campo. <box>558 1493 1062 1521</box>
signature-name: LIC. ANTONIO VÁSQUEZ SURIEL <box>700 2075 920 2091</box>
convocation-title: CONVOCATORIA PARA ASAMBLEA GENERAL <box>76 1076 455 1095</box>
